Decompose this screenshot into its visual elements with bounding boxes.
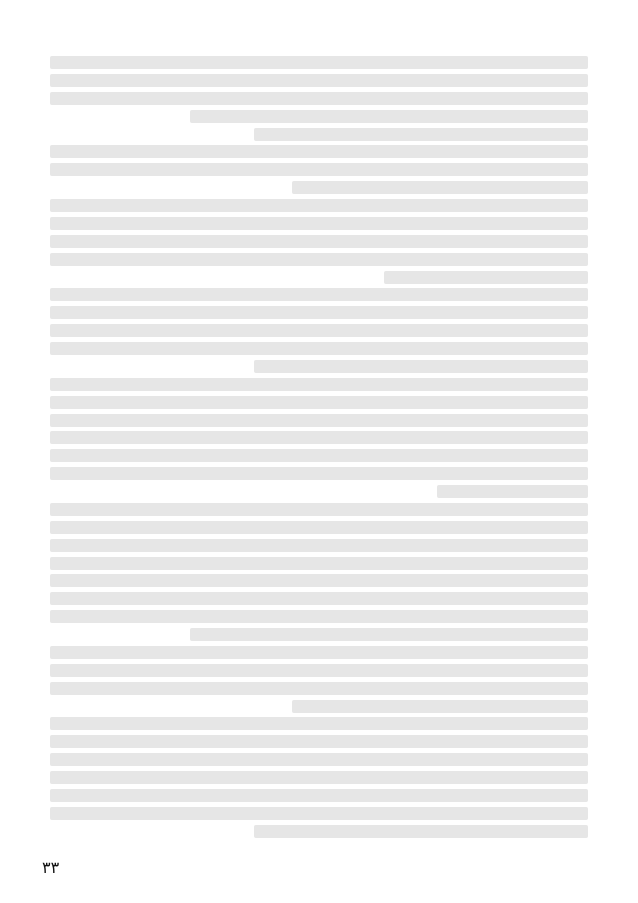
text-line xyxy=(50,771,588,784)
text-line xyxy=(50,217,588,230)
text-line xyxy=(50,664,588,677)
page-number: ۳۳ xyxy=(42,858,60,877)
text-line xyxy=(50,646,588,659)
text-line xyxy=(50,431,588,444)
text-line xyxy=(50,449,588,462)
text-line xyxy=(50,467,588,480)
text-line xyxy=(437,485,588,498)
text-line xyxy=(50,324,588,337)
text-line xyxy=(50,789,588,802)
text-line xyxy=(254,360,588,373)
text-line xyxy=(50,396,588,409)
text-line xyxy=(50,145,588,158)
text-line xyxy=(50,253,588,266)
text-line xyxy=(50,306,588,319)
text-line xyxy=(50,288,588,301)
text-line xyxy=(50,92,588,105)
text-line xyxy=(50,414,588,427)
text-line xyxy=(50,342,588,355)
text-line xyxy=(292,181,588,194)
text-line xyxy=(50,378,588,391)
text-line xyxy=(50,735,588,748)
text-line xyxy=(50,574,588,587)
text-block-placeholder xyxy=(50,56,588,838)
text-line xyxy=(292,700,588,713)
text-line xyxy=(50,199,588,212)
text-line xyxy=(50,235,588,248)
text-line xyxy=(50,56,588,69)
text-line xyxy=(50,610,588,623)
text-line xyxy=(50,503,588,516)
text-line xyxy=(50,539,588,552)
text-line xyxy=(50,74,588,87)
text-line xyxy=(50,807,588,820)
text-line xyxy=(50,682,588,695)
text-line xyxy=(50,557,588,570)
text-line xyxy=(190,628,588,641)
text-line xyxy=(190,110,588,123)
text-line xyxy=(50,592,588,605)
text-line xyxy=(384,271,588,284)
text-line xyxy=(254,128,588,141)
text-line xyxy=(50,163,588,176)
text-line xyxy=(254,825,588,838)
text-line xyxy=(50,753,588,766)
text-line xyxy=(50,717,588,730)
text-line xyxy=(50,521,588,534)
